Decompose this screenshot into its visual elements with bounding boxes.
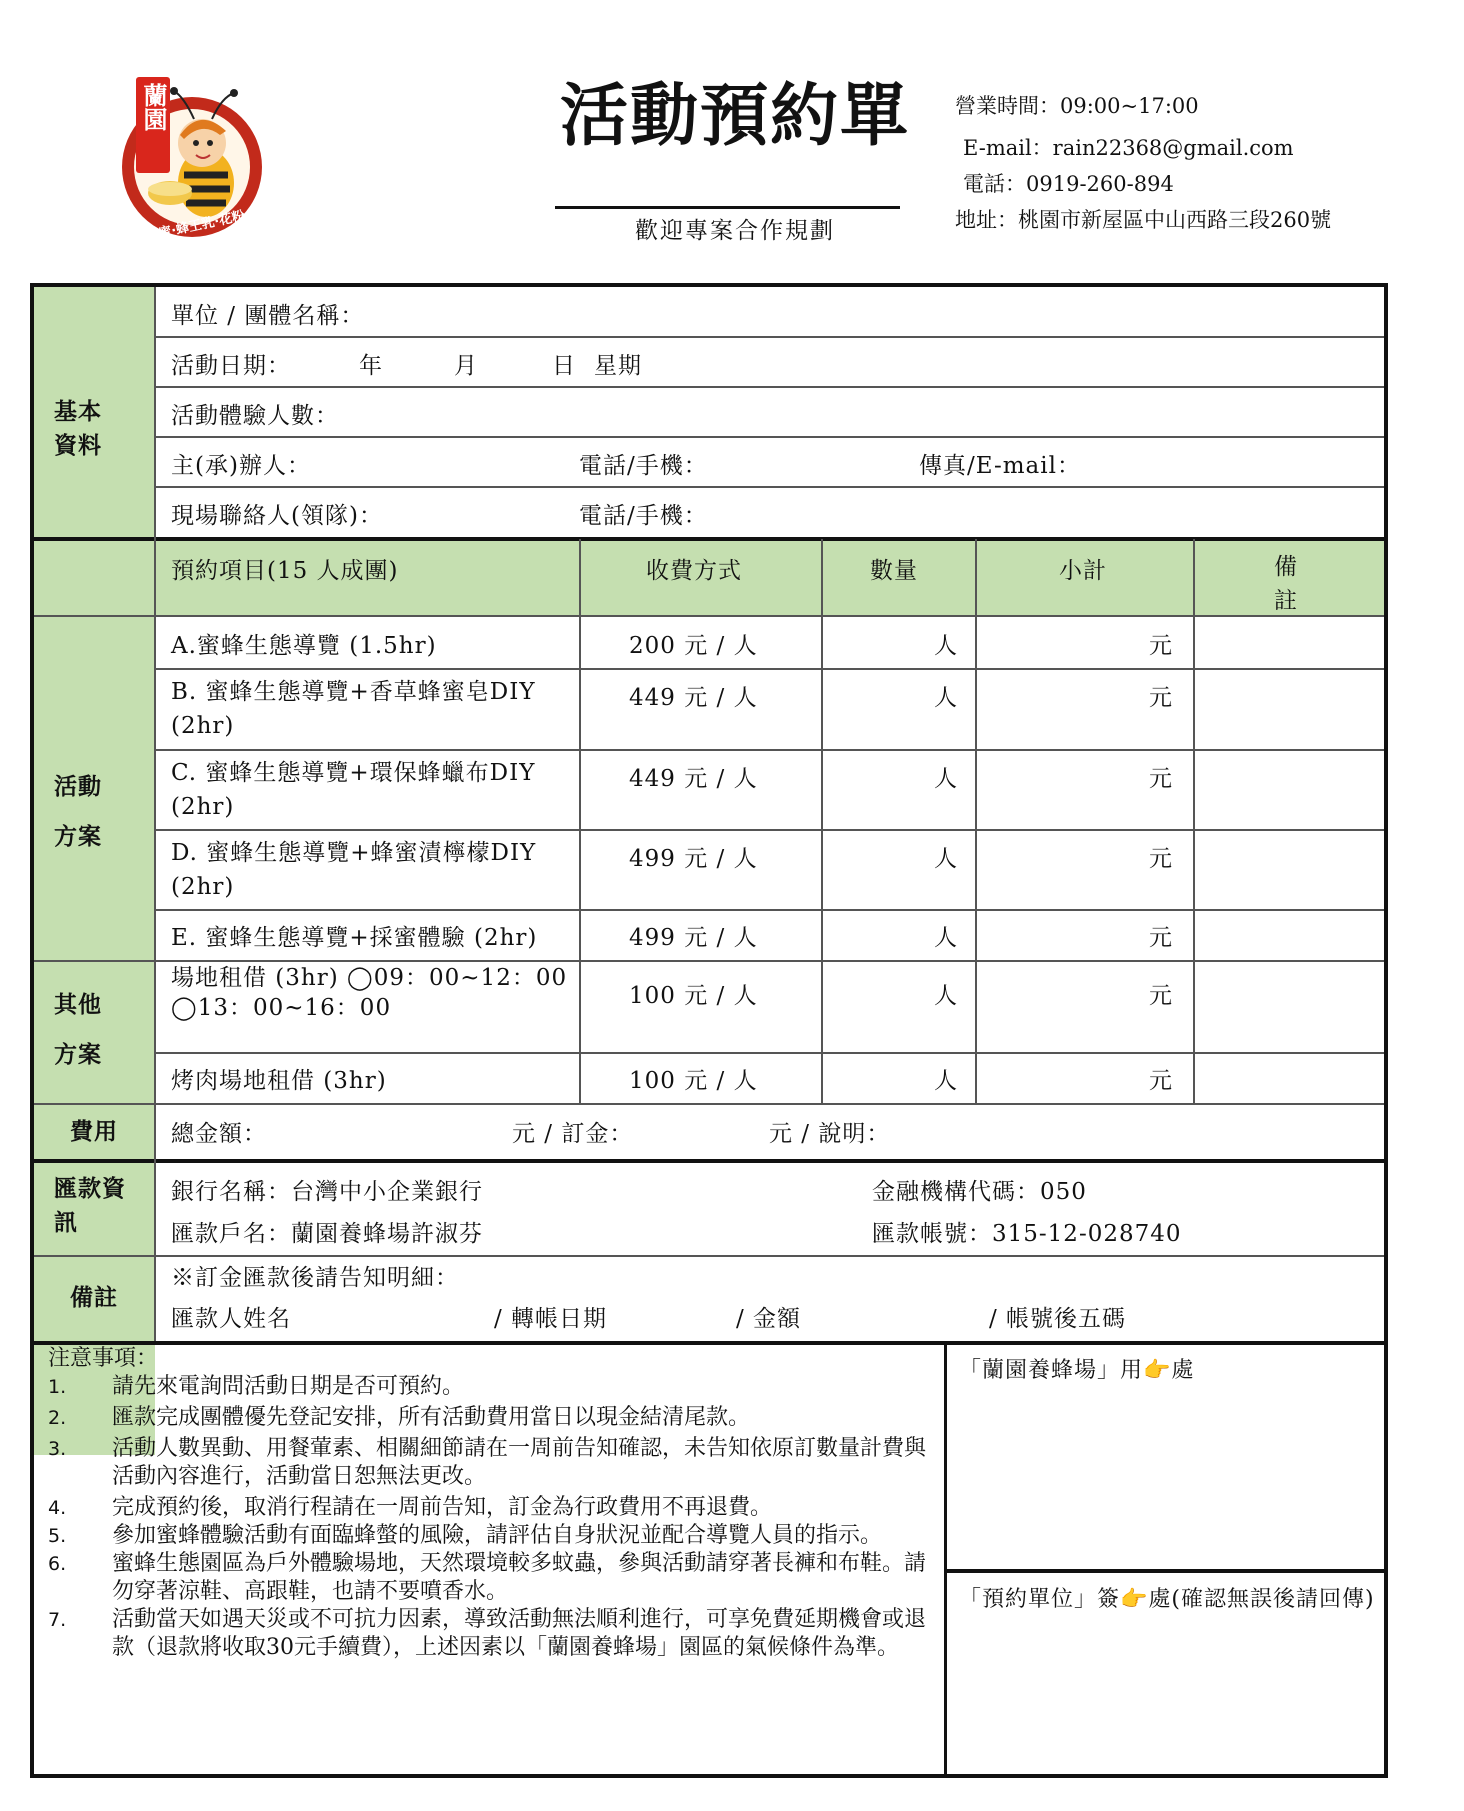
note-item	[48, 1606, 933, 1662]
note-item	[48, 1373, 933, 1401]
remark-field-name: 匯款人姓名	[171, 1306, 291, 1332]
note-text: 活動人數異動、用餐葷素、相關細節請在一周前告知確認，未告知依原訂數量計費與活動內容進行，活動當日恕無法更改。	[112, 1436, 927, 1489]
note-text: 匯款完成團體優先登記安排，所有活動費用當日以現金結清尾款。	[112, 1405, 751, 1430]
note-number: 1.	[48, 1376, 67, 1398]
remark-field-amount: / 金額	[736, 1306, 802, 1332]
row-price: 449 元 / 人	[629, 685, 758, 711]
farm-stamp-label	[959, 1353, 1194, 1384]
category-activity: 活動方案	[54, 773, 102, 850]
note-number: 4.	[48, 1497, 67, 1519]
note-number: 6.	[48, 1553, 67, 1575]
row-qty: 人	[934, 766, 958, 792]
fee-note-label: 元 / 說明：	[769, 1121, 891, 1147]
row-price: 499 元 / 人	[629, 925, 758, 951]
note-text: 參加蜜蜂體驗活動有面臨蜂螫的風險，請評估自身狀況並配合導覽人員的指示。	[112, 1523, 883, 1548]
notes-section	[48, 1345, 933, 1662]
row-item: 場地租借 (3hr) ◯09：00~12：00 ◯13：00~16：00	[171, 965, 568, 1021]
subtitle: 歡迎專案合作規劃	[635, 218, 835, 244]
row-qty: 人	[934, 846, 958, 872]
note-text: 蜜蜂生態園區為戶外體驗場地，天然環境較多蚊蟲，參與活動請穿著長褲和布鞋。請勿穿著涼鞋、高跟鞋，也請不要噴香水。	[112, 1551, 927, 1604]
note-text: 請先來電詢問活動日期是否可預約。	[112, 1374, 465, 1399]
row-price: 449 元 / 人	[629, 766, 758, 792]
row-price: 499 元 / 人	[629, 846, 758, 872]
note-item	[48, 1494, 933, 1522]
row-item: A.蜜蜂生態導覽 (1.5hr)	[171, 633, 437, 659]
row-qty: 人	[934, 633, 958, 659]
note-number: 3.	[48, 1438, 67, 1460]
row-subtotal: 元	[1149, 766, 1173, 792]
row-subtotal: 元	[1149, 925, 1173, 951]
note-item	[48, 1550, 933, 1606]
category-basic: 基本資料	[54, 398, 102, 459]
row-qty: 人	[934, 1068, 958, 1094]
date-weekday: 星期	[594, 353, 642, 379]
row-item: D. 蜜蜂生態導覽+蜂蜜漬檸檬DIY (2hr)	[171, 840, 537, 900]
title-underline	[555, 206, 900, 209]
note-text: 完成預約後，取消行程請在一周前告知，訂金為行政費用不再退費。	[112, 1495, 773, 1520]
remark-field-account: / 帳號後五碼	[989, 1306, 1127, 1332]
note-text: 活動當天如遇天災或不可抗力因素，導致活動無法順利進行，可享免費延期機會或退款（退款將收取30元手續費），上述因素以「蘭園養蜂場」園區的氣候條件為準。	[112, 1607, 927, 1660]
note-number: 2.	[48, 1407, 67, 1429]
farm-stamp-pre: 「蘭園養蜂場」用	[959, 1358, 1144, 1383]
row-subtotal: 元	[1149, 846, 1173, 872]
row-price: 100 元 / 人	[629, 1068, 758, 1094]
client-sign-post: 處(確認無誤後請回傳)	[1148, 1587, 1375, 1612]
category-remit: 匯款資訊	[54, 1175, 126, 1236]
row-subtotal: 元	[1149, 983, 1173, 1009]
note-item	[48, 1404, 933, 1432]
note-number: 5.	[48, 1525, 67, 1547]
row-item: E. 蜜蜂生態導覽+採蜜體驗 (2hr)	[171, 925, 538, 951]
row-item: C. 蜜蜂生態導覽+環保蜂蠟布DIY (2hr)	[171, 760, 536, 820]
note-item	[48, 1435, 933, 1491]
row-qty: 人	[934, 925, 958, 951]
row-subtotal: 元	[1149, 685, 1173, 711]
logo-ring-text: 蜂蜜·蜂王乳·花粉	[144, 208, 247, 245]
pointing-hand-icon: 👉	[1120, 1587, 1149, 1612]
col-header-remark: 備註	[1274, 554, 1298, 614]
farm-stamp-post: 處	[1171, 1358, 1195, 1383]
fee-deposit-label: 元 / 訂金：	[512, 1121, 634, 1147]
pointing-hand-icon: 👉	[1143, 1358, 1172, 1383]
remark-instruction: ※訂金匯款後請告知明細：	[171, 1265, 459, 1291]
col-header-item: 預約項目(15 人成團)	[171, 558, 399, 584]
col-header-price: 收費方式	[646, 558, 742, 584]
brand-logo	[110, 75, 270, 245]
bank-name: 銀行名稱：台灣中小企業銀行	[171, 1179, 483, 1205]
fax-email-label: 傳真/E-mail：	[919, 453, 1081, 479]
row-price: 100 元 / 人	[629, 983, 758, 1009]
notes-title: 注意事項：	[48, 1346, 159, 1371]
host-phone-label: 電話/手機：	[579, 453, 708, 479]
row-subtotal: 元	[1149, 1068, 1173, 1094]
fee-total-label: 總金額：	[171, 1121, 267, 1147]
count-label: 活動體驗人數：	[171, 403, 339, 429]
logo-banner-text: 蘭園	[139, 83, 168, 131]
category-fee: 費用	[70, 1118, 118, 1145]
bank-code: 金融機構代碼：050	[872, 1179, 1087, 1205]
date-label: 活動日期：	[171, 353, 291, 379]
note-item	[48, 1522, 933, 1550]
remark-field-date: / 轉帳日期	[494, 1306, 608, 1332]
row-item: 烤肉場地租借 (3hr)	[171, 1068, 387, 1094]
org-label: 單位 / 團體名稱：	[171, 303, 365, 329]
reservation-form	[30, 283, 1388, 1778]
client-sign-pre: 「預約單位」簽	[959, 1587, 1121, 1612]
account-number: 匯款帳號：315-12-028740	[872, 1221, 1182, 1247]
business-address: 地址：桃園市新屋區中山西路三段260號	[955, 208, 1332, 232]
page-title: 活動預約單	[560, 77, 911, 156]
host-label: 主(承)辦人：	[171, 453, 311, 479]
business-hours: 營業時間：09:00~17:00	[955, 94, 1199, 118]
row-qty: 人	[934, 685, 958, 711]
date-year: 年	[359, 353, 383, 379]
category-remark: 備註	[70, 1284, 118, 1311]
note-number: 7.	[48, 1609, 67, 1631]
business-info	[955, 88, 1331, 238]
row-price: 200 元 / 人	[629, 633, 758, 659]
date-day: 日	[552, 353, 576, 379]
contact-label: 現場聯絡人(領隊)：	[171, 503, 383, 529]
row-qty: 人	[934, 983, 958, 1009]
col-header-subtotal: 小計	[1059, 558, 1107, 584]
row-item: B. 蜜蜂生態導覽+香草蜂蜜皂DIY (2hr)	[171, 679, 536, 739]
category-other: 其他方案	[54, 991, 102, 1068]
client-sign-label	[959, 1583, 1379, 1617]
account-name: 匯款戶名：蘭園養蜂場許淑芬	[171, 1221, 483, 1247]
contact-phone-label: 電話/手機：	[579, 503, 708, 529]
col-header-qty: 數量	[870, 558, 918, 584]
business-phone: 電話：0919-260-894	[963, 172, 1174, 196]
business-email: E-mail：rain22368@gmail.com	[963, 136, 1294, 160]
date-month: 月	[454, 353, 478, 379]
row-subtotal: 元	[1149, 633, 1173, 659]
